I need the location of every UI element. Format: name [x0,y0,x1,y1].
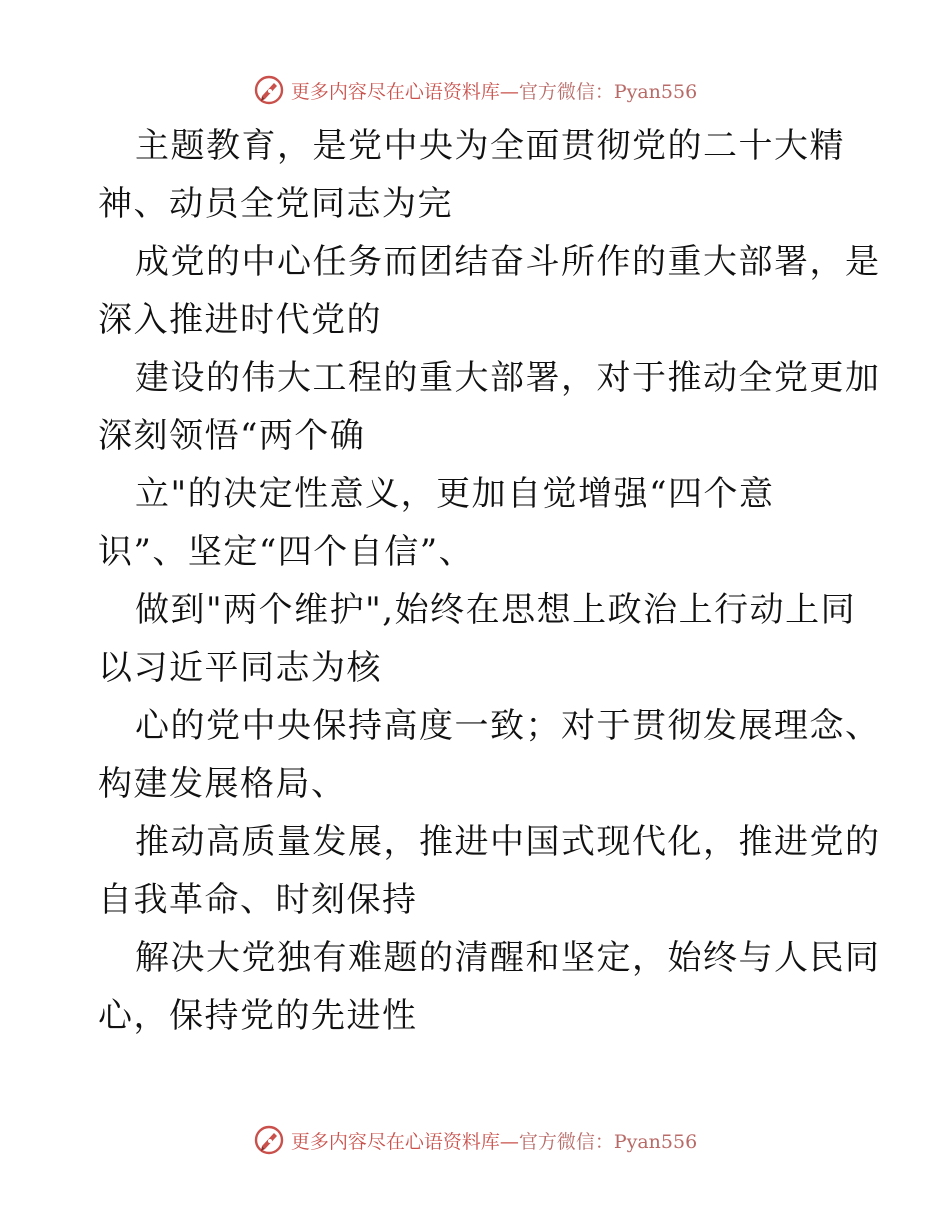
pen-logo-icon [253,74,285,106]
footer-banner-title: 更多内容尽在心语资料库— [290,1130,519,1153]
paragraph-line: 深入推进时代党的 [98,300,382,340]
footer-banner [0,1122,950,1158]
header-banner-wechat: 官方微信：Pyan556 [518,80,698,103]
paragraph-line: 推动高质量发展，推进中国式现代化，推进党的 [135,822,881,862]
paragraph-line: 构建发展格局、 [98,764,347,804]
paragraph-line: 心，保持党的先进性 [98,996,418,1036]
paragraph-line: 做到"两个维护",始终在思想上政治上行动上同 [135,590,857,630]
footer-banner-wechat: 官方微信：Pyan556 [518,1130,698,1153]
paragraph [98,233,898,349]
paragraph [98,929,898,1045]
paragraph-line: 心的党中央保持高度一致；对于贯彻发展理念、 [135,706,881,746]
footer-banner-text [291,1127,697,1154]
header-banner-text [291,77,697,104]
paragraph-line: 建设的伟大工程的重大部署，对于推动全党更加 [135,358,881,398]
document-body [98,117,898,1045]
paragraph-line: 神、动员全党同志为完 [98,184,453,224]
paragraph [98,465,898,581]
paragraph [98,581,898,697]
paragraph-line: 深刻领悟“两个确 [98,416,366,456]
paragraph-line: 自我革命、时刻保持 [98,880,418,920]
paragraph [98,349,898,465]
paragraph [98,117,898,233]
paragraph-line: 以习近平同志为核 [98,648,382,688]
pen-logo-icon [253,1124,285,1156]
paragraph [98,813,898,929]
paragraph-line: 主题教育，是党中央为全面贯彻党的二十大精 [135,126,845,166]
header-banner [0,72,950,108]
paragraph-line: 识”、坚定“四个自信”、 [98,532,475,572]
paragraph-line: 成党的中心任务而团结奋斗所作的重大部署，是 [135,242,881,282]
header-banner-title: 更多内容尽在心语资料库— [290,80,519,103]
paragraph [98,697,898,813]
paragraph-line: 解决大党独有难题的清醒和坚定，始终与人民同 [135,938,881,978]
paragraph-line: 立"的决定性意义，更加自觉增强“四个意 [135,474,775,514]
